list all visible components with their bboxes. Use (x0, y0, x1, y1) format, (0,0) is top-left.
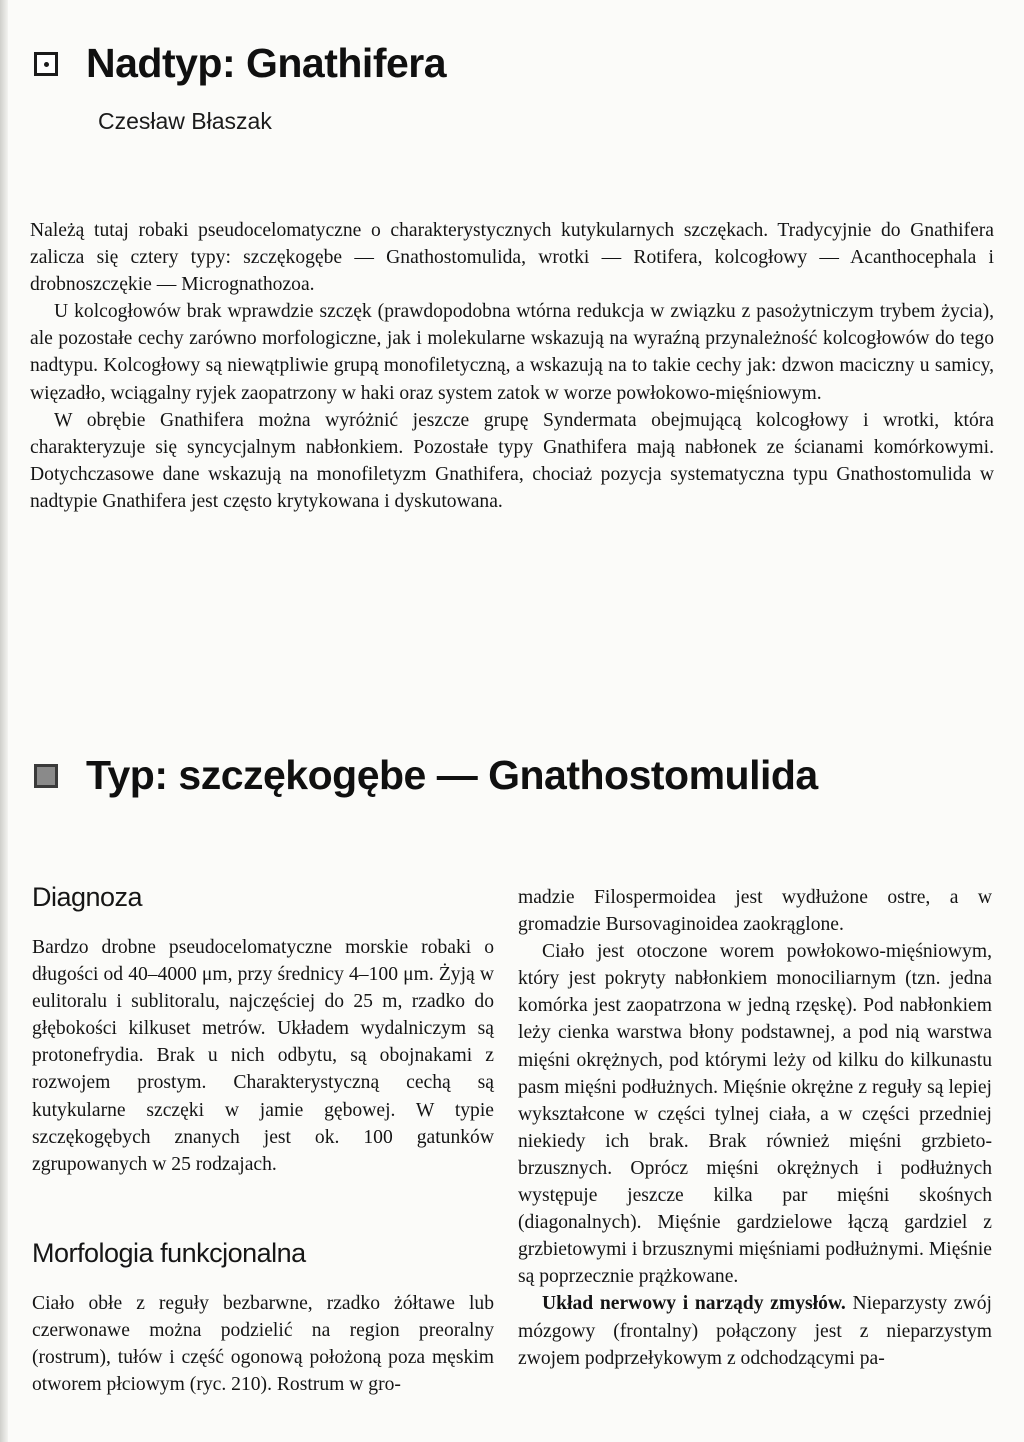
paragraph: Bardzo drobne pseudocelomatyczne morskie robaki o długości od 40–4000 μm, przy średnicy 4–100 μm. Żyją w eulitoralu i sublitoralu, najczęściej do 25 m, rzadko do głębokości kilkuset metrów. Układem wydalniczym są protonefrydia. Brak u nich odbytu, są obojnakami z rozwojem prostym. Charakterystyczną cechą są kutykularne szczęki w jamie gębowej. W typie szczękogębych znanych jest ok. 100 gatunków zgrupowanych w 25 rodzajach. (32, 937, 494, 1175)
paragraph: Ciało jest otoczone worem powłokowo-mięśniowym, który jest pokryty nabłonkiem monociliarnym (tzn. jedna komórka jest zaopatrzona w jedną rzęskę). Pod nabłonkiem leży cienka warstwa błony podstawnej, a pod nią warstwa mięśni okrężnych, pod którymi leży od kilku do kilkunastu pasm mięśni podłużnych. Mięśnie okrężne z reguły są lepiej wykształcone w części tylnej ciała, a w części przedniej niekiedy ich brak. Brak również mięśni grzbieto-brzusznych. Oprócz mięśni okrężnych i podłużnych występuje jeszcze kilka par mięśni skośnych (diagonalnych). Mięśnie gardzielowe łączą gardziel z grzbietowymi i brzusznymi mięśniami podłużnymi. Mięśnie są poprzecznie prążkowane. (518, 941, 992, 1288)
left-column (32, 880, 494, 1398)
section-heading-gnathostomulida (34, 752, 818, 799)
section-title: Typ: szczękogębe — Gnathostomulida (86, 752, 818, 798)
intro-text-block (30, 217, 994, 515)
scan-page-edge (0, 0, 8, 1442)
inline-bold-heading: Układ nerwowy i narządy zmysłów. (542, 1293, 846, 1315)
section-title: Nadtyp: Gnathifera (86, 40, 447, 86)
subheading-morfologia: Morfologia funkcjonalna (32, 1237, 306, 1268)
author-name: Czesław Błaszak (98, 108, 272, 134)
section-heading-gnathifera (34, 40, 446, 87)
right-column (518, 884, 992, 1372)
paragraph: madzie Filospermoidea jest wydłużone ostre, a w gromadzie Bursovaginoidea zaokrąglone. (518, 887, 992, 936)
paragraph (518, 1290, 992, 1371)
subheading-diagnoza: Diagnoza (32, 882, 143, 912)
paragraph: Ciało obłe z reguły bezbarwne, rzadko żółtawe lub czerwonawe można podzielić na region preoralny (rostrum), tułów i część ogonową położoną poza męskim otworem płciowym (ryc. 210). Rostrum w gro- (32, 1292, 494, 1396)
paragraph: W obrębie Gnathifera można wyróżnić jeszcze grupę Syndermata obejmującą kolcogłowy i wrotki, która charakteryzuje się syncycjalnym nabłonkiem. Pozostałe typy Gnathifera mają nabłonek ze ścianami komórkowymi. Dotychczasowe dane wskazują na monofiletyzm Gnathifera, chociaż pozycja systematyczna typu Gnathostomulida w nadtypie Gnathifera jest często krytykowana i dyskutowana. (30, 409, 994, 512)
paragraph: U kolcogłowów brak wprawdzie szczęk (prawdopodobna wtórna redukcja w związku z pasożytniczym trybem życia), ale pozostałe cechy zarówno morfologiczne, jak i molekularne wskazują na wyraźną przynależność kolcogłowów do tego nadtypu. Kolcogłowy są niewątpliwie grupą monofiletyczną, a wskazują na to takie cechy jak: dzwon maciczny u samicy, więzadło, wciągalny ryjek zaopatrzony w haki oraz system zatok w worze powłokowo-mięśniowym. (30, 301, 994, 404)
paragraph: Należą tutaj robaki pseudocelomatyczne o charakterystycznych kutykularnych szczękach. Tradycyjnie do Gnathifera zalicza się cztery typy: szczękogębe — Gnathostomulida, wrotki — Rotifera, kolcogłowy — Acanthocephala i drobnoszczękie — Micrognathozoa. (30, 220, 994, 296)
bullet-box-icon (34, 52, 58, 76)
bullet-box-icon (34, 764, 58, 788)
paragraph-text: Nieparzysty zwój mózgowy (frontalny) połączony jest z nieparzystym zwojem podprzełykowym z odchodzącymi pa- (518, 1293, 992, 1369)
